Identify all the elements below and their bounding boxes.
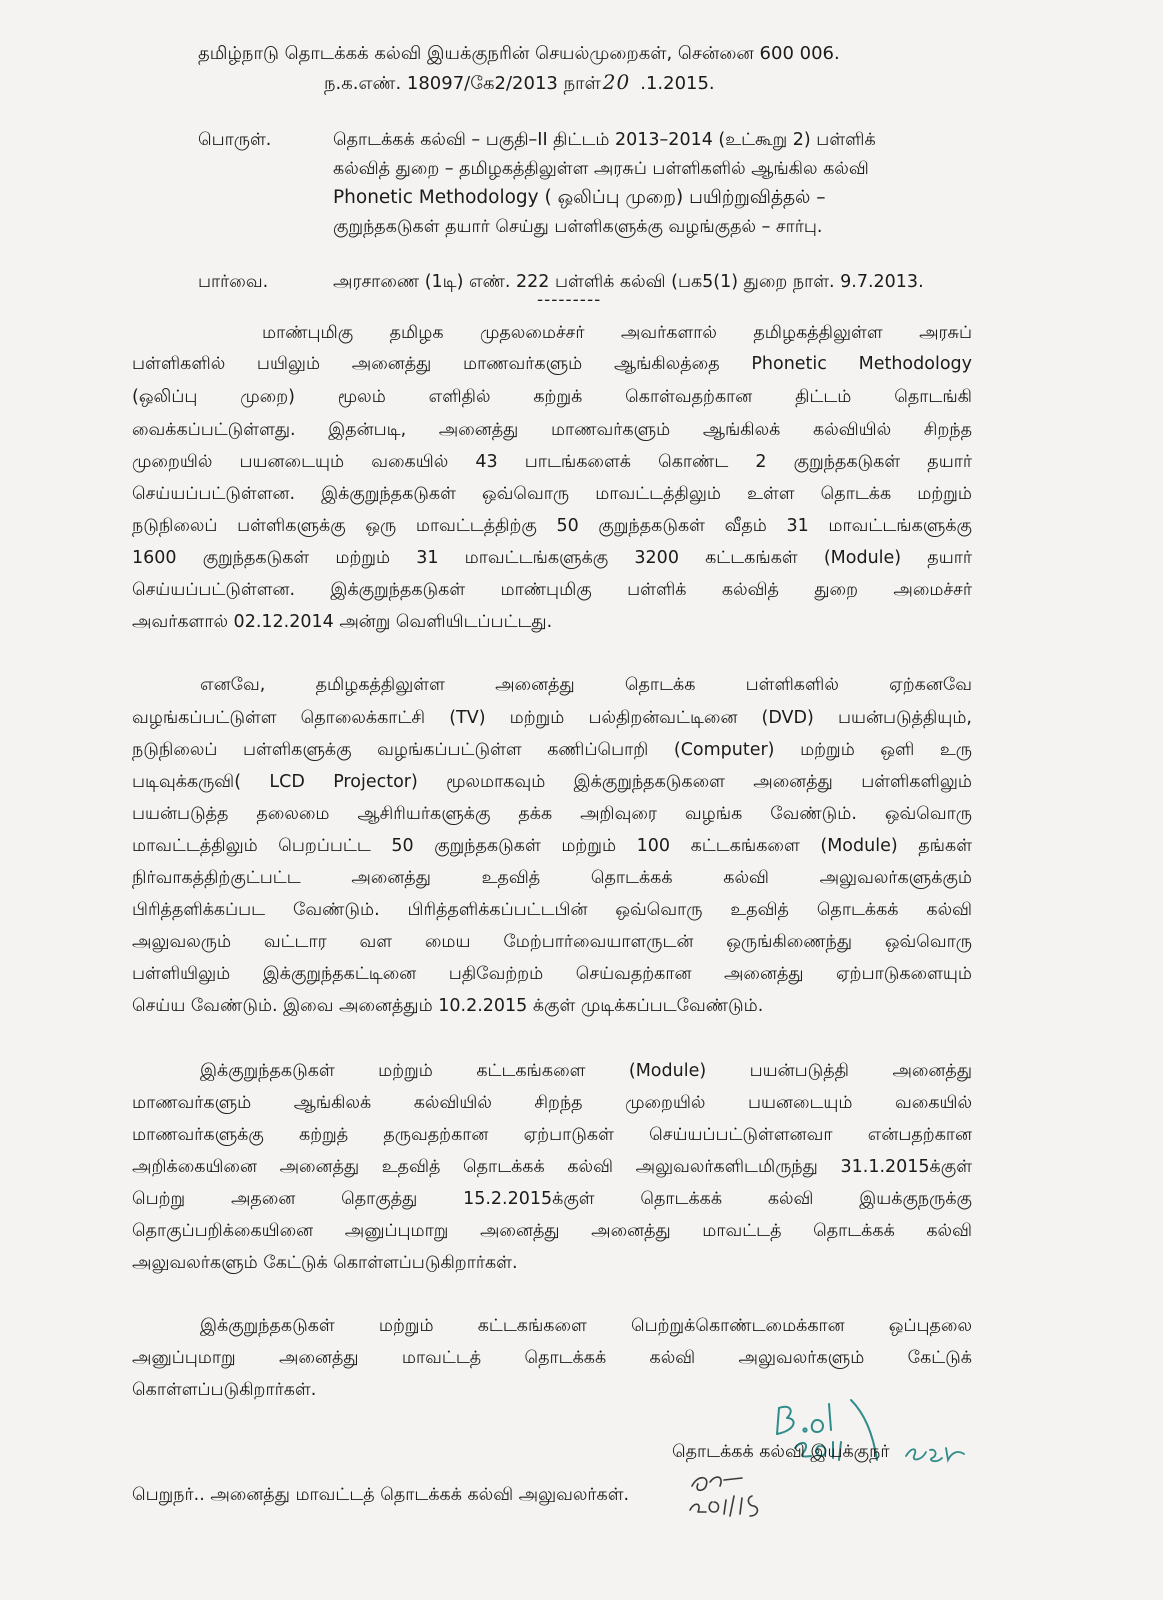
subject-line: குறுந்தகடுகள் தயார் செய்து பள்ளிகளுக்கு வழங்குதல் – சார்பு.	[333, 217, 823, 237]
paragraph-line: கொள்ளப்படுகிறார்கள்.	[132, 1380, 317, 1400]
paragraph-line: வைக்கப்பட்டுள்ளது. இதன்படி, அனைத்து மாணவர்களும் ஆங்கிலக் கல்வியில் சிறந்த	[132, 420, 972, 440]
subject-line: கல்வித் துறை – தமிழகத்திலுள்ள அரசுப் பள்ளிகளில் ஆங்கில கல்வி	[333, 159, 869, 179]
paragraph-line: எனவே, தமிழகத்திலுள்ள அனைத்து தொடக்க பள்ளிகளில் ஏற்கனவே	[200, 675, 972, 695]
subject-line: Phonetic Methodology ( ஒலிப்பு முறை) பயிற்றுவித்தல் –	[333, 187, 826, 208]
reference-number	[324, 70, 715, 96]
paragraph-line: நடுநிலைப் பள்ளிகளுக்கு ஒரு மாவட்டத்திற்கு 50 குறுந்தகடுகள் வீதம் 31 மாவட்டங்களுக்கு	[132, 516, 972, 536]
reference-text: அரசாணை (1டி) எண். 222 பள்ளிக் கல்வி (பக5(1) துறை நாள். 9.7.2013.	[333, 272, 924, 292]
recipient-line: பெறுநர்.. அனைத்து மாவட்டத் தொடக்கக் கல்வி அலுவலர்கள்.	[132, 1485, 630, 1505]
paragraph-line: இக்குறுந்தகடுகள் மற்றும் கட்டகங்களை (Module) பயன்படுத்தி அனைத்து	[200, 1061, 972, 1081]
paragraph-line: பள்ளிகளில் பயிலும் அனைத்து மாணவர்களும் ஆங்கிலத்தை Phonetic Methodology	[132, 354, 972, 374]
paragraph-line: செய்யப்பட்டுள்ளன. இக்குறுந்தகடுகள் ஒவ்வொரு மாவட்டத்திலும் உள்ள தொடக்க மற்றும்	[132, 484, 972, 504]
paragraph-line: அறிக்கையினை அனைத்து உதவித் தொடக்கக் கல்வி அலுவலர்களிடமிருந்து 31.1.2015க்குள்	[132, 1157, 972, 1177]
paragraph-line: அலுவலர்களும் கேட்டுக் கொள்ளப்படுகிறார்கள்.	[132, 1253, 518, 1273]
subject-line: தொடக்கக் கல்வி – பகுதி–II திட்டம் 2013–2014 (உட்கூறு 2) பள்ளிக்	[333, 130, 876, 150]
paragraph-line: பள்ளியிலும் இக்குறுந்தகட்டினை பதிவேற்றம் செய்வதற்கான அனைத்து ஏற்பாடுகளையும்	[132, 964, 972, 984]
paragraph-line: செய்ய வேண்டும். இவை அனைத்தும் 10.2.2015 க்குள் முடிக்கப்படவேண்டும்.	[132, 996, 764, 1016]
paragraph-line: மாண்புமிகு தமிழக முதலமைச்சர் அவர்களால் தமிழகத்திலுள்ள அரசுப்	[262, 323, 972, 343]
paragraph-line: இக்குறுந்தகடுகள் மற்றும் கட்டகங்களை பெற்றுக்கொண்டமைக்கான ஒப்புதலை	[200, 1316, 972, 1336]
paragraph-line: (ஒலிப்பு முறை) மூலம் எளிதில் கற்றுக் கொள்வதற்கான திட்டம் தொடங்கி	[132, 387, 972, 407]
reference-date-suffix: .1.2015.	[640, 73, 715, 94]
handwritten-date-initials	[680, 1466, 790, 1536]
office-heading: தமிழ்நாடு தொடக்கக் கல்வி இயக்குநரின் செயல்முறைகள், சென்னை 600 006.	[198, 43, 840, 64]
paragraph-line: அலுவலரும் வட்டார வள மைய மேற்பார்வையாளருடன் ஒருங்கிணைந்து ஒவ்வொரு	[132, 932, 972, 952]
paragraph-line: பயன்படுத்த தலைமை ஆசிரியர்களுக்கு தக்க அறிவுரை வழங்க வேண்டும். ஒவ்வொரு	[132, 804, 972, 824]
paragraph-line: நடுநிலைப் பள்ளிகளுக்கு வழங்கப்பட்டுள்ள கணிப்பொறி (Computer) மற்றும் ஒளி உரு	[132, 740, 972, 760]
handwritten-date: 20	[602, 70, 631, 94]
paragraph-line: மாவட்டத்திலும் பெறப்பட்ட 50 குறுந்தகடுகள் மற்றும் 100 கட்டகங்களை (Module) தங்கள்	[132, 836, 972, 856]
handwritten-scribble	[902, 1438, 972, 1468]
reference-number-text: ந.க.எண். 18097/கே2/2013 நாள்	[324, 73, 601, 94]
paragraph-line: செய்யப்பட்டுள்ளன. இக்குறுந்தகடுகள் மாண்புமிகு பள்ளிக் கல்வித் துறை அமைச்சர்	[132, 580, 972, 600]
paragraph-line: 1600 குறுந்தகடுகள் மற்றும் 31 மாவட்டங்களுக்கு 3200 கட்டகங்கள் (Module) தயார்	[132, 548, 972, 568]
paragraph-line: அவர்களால் 02.12.2014 அன்று வெளியிடப்பட்டது.	[132, 612, 553, 632]
paragraph-line: தொகுப்பறிக்கையினை அனுப்புமாறு அனைத்து அனைத்து மாவட்டத் தொடக்கக் கல்வி	[132, 1221, 972, 1241]
signatory-designation: தொடக்கக் கல்வி இயக்குநர்	[672, 1442, 890, 1462]
paragraph-line: மாணவர்களுக்கு கற்றுத் தருவதற்கான ஏற்பாடுகள் செய்யப்பட்டுள்ளனவா என்பதற்கான	[132, 1125, 972, 1145]
separator-line: ---------	[537, 290, 602, 310]
paragraph-line: வழங்கப்பட்டுள்ள தொலைக்காட்சி (TV) மற்றும் பல்திறன்வட்டினை (DVD) பயன்படுத்தியும்,	[132, 708, 972, 728]
paragraph-line: மாணவர்களும் ஆங்கிலக் கல்வியில் சிறந்த முறையில் பயனடையும் வகையில்	[132, 1093, 972, 1113]
reference-label: பார்வை.	[198, 272, 269, 292]
paragraph-line: பிரித்தளிக்கப்பட வேண்டும். பிரித்தளிக்கப்பட்டபின் ஒவ்வொரு உதவித் தொடக்கக் கல்வி	[132, 900, 972, 920]
paragraph-line: படிவுக்கருவி( LCD Projector) மூலமாகவும் இக்குறுந்தகடுகளை அனைத்து பள்ளிகளிலும்	[132, 772, 972, 792]
paragraph-line: அனுப்புமாறு அனைத்து மாவட்டத் தொடக்கக் கல்வி அலுவலர்களும் கேட்டுக்	[132, 1348, 972, 1368]
paragraph-line: நிர்வாகத்திற்குட்பட்ட அனைத்து உதவித் தொடக்கக் கல்வி அலுவலர்களுக்கும்	[132, 868, 972, 888]
paragraph-line: முறையில் பயனடையும் வகையில் 43 பாடங்களைக் கொண்ட 2 குறுந்தகடுகள் தயார்	[132, 452, 972, 472]
subject-label: பொருள்.	[198, 130, 272, 150]
paragraph-line: பெற்று அதனை தொகுத்து 15.2.2015க்குள் தொடக்கக் கல்வி இயக்குநருக்கு	[132, 1189, 972, 1209]
